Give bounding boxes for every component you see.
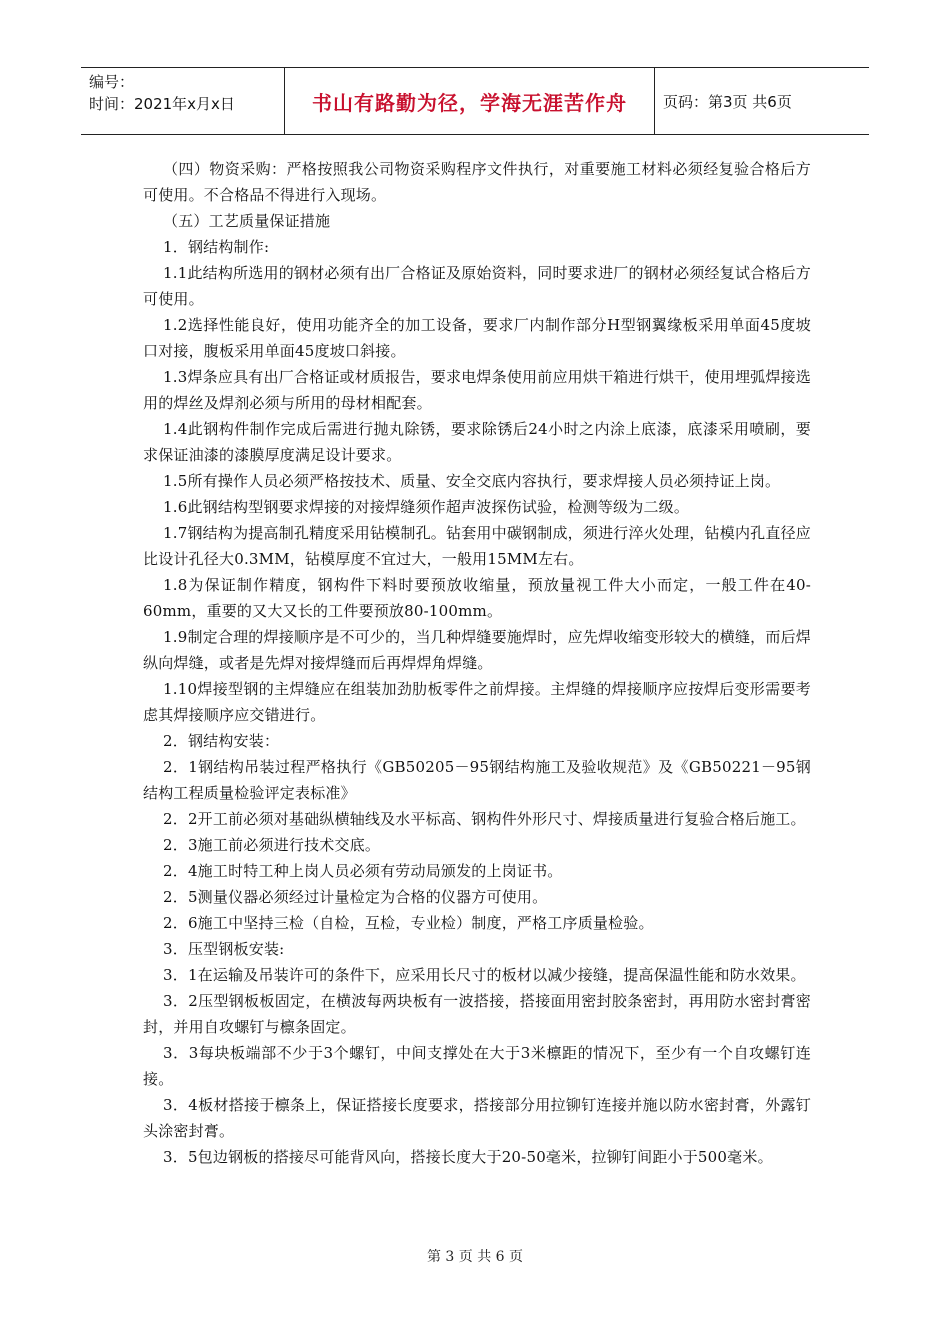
header-meta [81, 68, 285, 134]
paragraph: 1.4此钢构件制作完成后需进行抛丸除锈，要求除锈后24小时之内涂上底漆，底漆采用喷刷，要求保证油漆的漆膜厚度满足设计要求。 [143, 420, 811, 464]
paragraph: 1.3焊条应具有出厂合格证或材质报告，要求电焊条使用前应用烘干箱进行烘干，使用埋弧焊接选用的焊丝及焊剂必须与所用的母材相配套。 [143, 368, 811, 412]
subsection-heading: 1．钢结构制作: [163, 238, 270, 256]
paragraph: 1.7钢结构为提高制孔精度采用钻模制孔。钻套用中碳钢制成，须进行淬火处理，钻模内孔直径应比设计孔径大0.3MM，钻模厚度不宜过大，一般用15MM左右。 [143, 524, 811, 568]
document-body [143, 156, 811, 1170]
paragraph: 3．3每块板端部不少于3个螺钉，中间支撑处在大于3米檩距的情况下，至少有一个自攻螺钉连接。 [143, 1044, 811, 1088]
paragraph: 1.1此结构所选用的钢材必须有出厂合格证及原始资料，同时要求进厂的钢材必须经复试合格后方可使用。 [143, 264, 811, 308]
paragraph: 3．4板材搭接于檩条上，保证搭接长度要求，搭接部分用拉铆钉连接并施以防水密封膏，外露钉头涂密封膏。 [143, 1096, 811, 1140]
paragraph: 2．1钢结构吊装过程严格执行《GB50205－95钢结构施工及验收规范》及《GB50221－95钢结构工程质量检验评定表标准》 [143, 758, 811, 802]
paragraph: 2．5测量仪器必须经过计量检定为合格的仪器方可使用。 [163, 888, 548, 906]
page-header [81, 67, 869, 135]
paragraph: 2．3施工前必须进行技术交底。 [163, 836, 381, 854]
paragraph: 3．2压型钢板板固定，在横波每两块板有一波搭接，搭接面用密封胶条密封，再用防水密封膏密封，并用自攻螺钉与檩条固定。 [143, 992, 811, 1036]
subsection-heading: 2．钢结构安装： [163, 732, 280, 750]
header-motto: 书山有路勤为径，学海无涯苦作舟 [285, 68, 655, 134]
paragraph: 1.2选择性能良好，使用功能齐全的加工设备，要求厂内制作部分H型钢翼缘板采用单面45度坡口对接，腹板采用单面45度坡口斜接。 [143, 316, 811, 360]
subsection-heading: 3．压型钢板安装: [163, 940, 285, 958]
paragraph: 1.8为保证制作精度，钢构件下料时要预放收缩量，预放量视工件大小而定，一般工件在40-60mm，重要的又大又长的工件要预放80-100mm。 [143, 576, 811, 620]
paragraph: （四）物资采购：严格按照我公司物资采购程序文件执行，对重要施工材料必须经复验合格后方可使用。不合格品不得进行入现场。 [143, 160, 811, 204]
paragraph: 1.10焊接型钢的主焊缝应在组装加劲肋板零件之前焊接。主焊缝的焊接顺序应按焊后变形需要考虑其焊接顺序应交错进行。 [143, 680, 811, 724]
paragraph: 2．6施工中坚持三检（自检，互检，专业检）制度，严格工序质量检验。 [163, 914, 654, 932]
paragraph: 1.5所有操作人员必须严格按技术、质量、安全交底内容执行，要求焊接人员必须持证上岗。 [163, 472, 781, 490]
number-label: 编号： [89, 73, 135, 91]
paragraph: 2．4施工时特工种上岗人员必须有劳动局颁发的上岗证书。 [163, 862, 563, 880]
page-footer: 第 3 页 共 6 页 [426, 1249, 524, 1265]
time-label: 时间：2021年x月x日 [89, 95, 235, 113]
paragraph: 1.9制定合理的焊接顺序是不可少的，当几种焊缝要施焊时，应先焊收缩变形较大的横缝，而后焊纵向焊缝，或者是先焊对接焊缝而后再焊焊角焊缝。 [143, 628, 811, 672]
paragraph: 2．2开工前必须对基础纵横轴线及水平标高、钢构件外形尺寸、焊接质量进行复验合格后施工。 [163, 810, 806, 828]
paragraph: 1.6此钢结构型钢要求焊接的对接焊缝须作超声波探伤试验，检测等级为二级。 [163, 498, 690, 516]
paragraph: 3．1在运输及吊装许可的条件下，应采用长尺寸的板材以减少接缝，提高保温性能和防水效果。 [163, 966, 806, 984]
paragraph: 3．5包边钢板的搭接尽可能背风向，搭接长度大于20-50毫米，拉铆钉间距小于500毫米。 [163, 1148, 773, 1166]
section-heading: （五）工艺质量保证措施 [163, 212, 331, 230]
header-page-info: 页码：第3页 共6页 [663, 92, 792, 111]
